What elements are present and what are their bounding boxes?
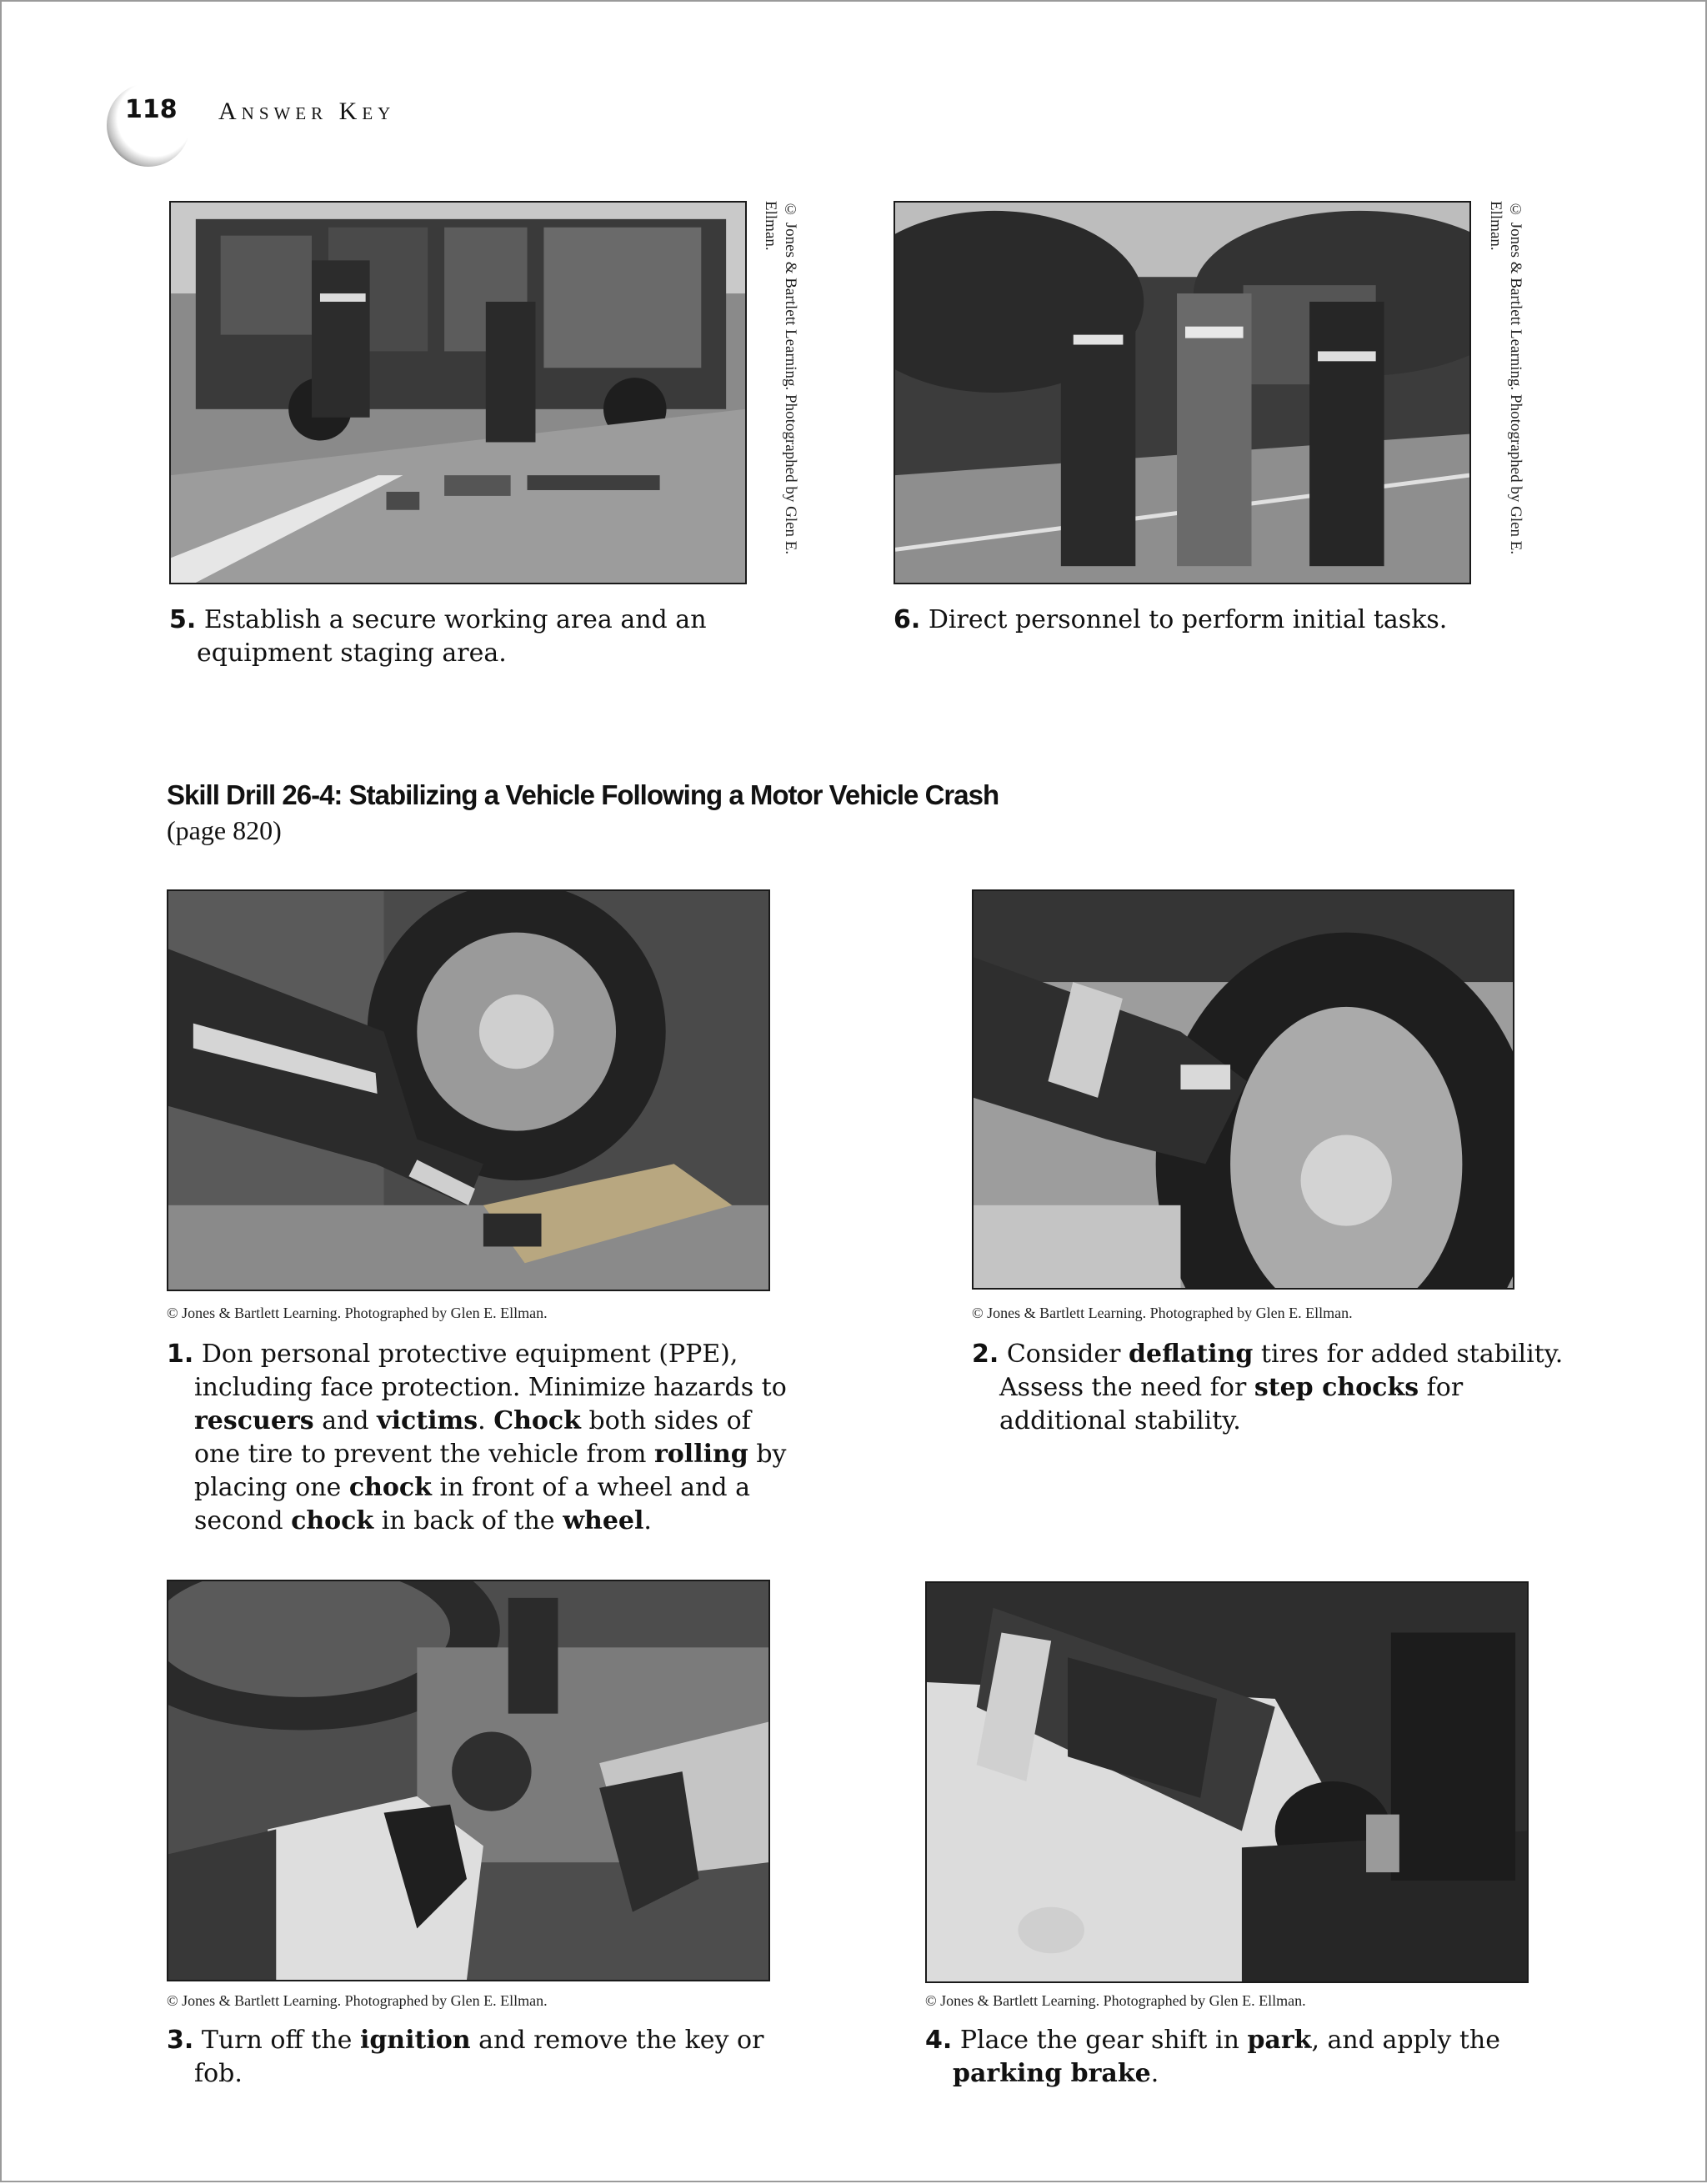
running-head: Answer Key bbox=[218, 98, 396, 125]
section-page-ref: (page 820) bbox=[167, 815, 282, 845]
bold-term: chock bbox=[348, 1473, 432, 1502]
text-run: Turn off the bbox=[201, 2026, 360, 2055]
step-6-body: Direct personnel to perform initial tasks. bbox=[928, 605, 1448, 634]
bold-term: step chocks bbox=[1254, 1373, 1419, 1402]
text-run: for additional stability. bbox=[999, 1373, 1464, 1435]
text-run: Place the gear shift in bbox=[959, 2026, 1248, 2055]
text-run: . bbox=[1150, 2059, 1159, 2088]
photo-credit-skill-step-4: © Jones & Bartlett Learning. Photographed by Glen E. Ellman. bbox=[925, 1992, 1306, 2009]
skill-step-1-text bbox=[167, 1338, 803, 1538]
skill-step-2-text bbox=[972, 1338, 1566, 1438]
skill-step-1-body bbox=[194, 1340, 787, 1535]
bold-term: deflating bbox=[1129, 1340, 1254, 1369]
photo-credit-skill-step-2: © Jones & Bartlett Learning. Photographed by Glen E. Ellman. bbox=[972, 1305, 1353, 1321]
step-5-body: Establish a secure working area and an equipment staging area. bbox=[197, 605, 707, 668]
photo-skill-step-3 bbox=[167, 1580, 770, 1981]
skill-step-2-body bbox=[999, 1340, 1563, 1435]
text-run: in back of the bbox=[373, 1506, 563, 1535]
step-6-text bbox=[894, 604, 1538, 637]
step-5-number: 5. bbox=[169, 605, 197, 634]
text-run: Consider bbox=[1006, 1340, 1129, 1369]
bold-term: park bbox=[1247, 2026, 1312, 2055]
skill-step-3-number: 3. bbox=[167, 2026, 194, 2055]
page-number: 118 bbox=[125, 95, 178, 124]
text-run: and remove the key or fob. bbox=[194, 2026, 764, 2088]
text-run: tires for added stability. Assess the need for bbox=[999, 1340, 1564, 1402]
bold-term: victims bbox=[377, 1406, 478, 1435]
bold-term: Chock bbox=[493, 1406, 581, 1435]
photo-step-5 bbox=[169, 201, 747, 584]
section-title: Skill Drill 26-4: Stabilizing a Vehicle Following a Motor Vehicle Crash bbox=[167, 779, 999, 810]
skill-step-4-text bbox=[925, 2024, 1569, 2091]
bold-term: rescuers bbox=[194, 1406, 314, 1435]
text-run: both sides of one tire to prevent the vehicle from bbox=[194, 1406, 751, 1469]
bold-term: wheel bbox=[563, 1506, 644, 1535]
photo-credit-skill-step-3: © Jones & Bartlett Learning. Photographed by Glen E. Ellman. bbox=[167, 1992, 548, 2009]
photo-skill-step-4 bbox=[925, 1581, 1529, 1983]
photo-credit-step-5: © Jones & Bartlett Learning. Photographed by Glen E. Ellman. bbox=[762, 201, 799, 555]
photo-skill-step-1 bbox=[167, 889, 770, 1291]
step-5-text bbox=[169, 604, 813, 670]
step-6-number: 6. bbox=[894, 605, 921, 634]
bold-term: ignition bbox=[359, 2026, 471, 2055]
photo-skill-step-2 bbox=[972, 889, 1514, 1290]
text-run: by placing one bbox=[194, 1440, 787, 1502]
text-run: and bbox=[313, 1406, 378, 1435]
photo-credit-step-6: © Jones & Bartlett Learning. Photographed by Glen E. Ellman. bbox=[1487, 201, 1524, 555]
skill-step-4-body bbox=[953, 2026, 1500, 2088]
bold-term: parking brake bbox=[953, 2059, 1151, 2088]
text-run: , and apply the bbox=[1311, 2026, 1500, 2055]
skill-step-4-number: 4. bbox=[925, 2026, 953, 2055]
bold-term: rolling bbox=[653, 1440, 748, 1469]
text-run: . bbox=[643, 1506, 652, 1535]
skill-step-3-body bbox=[194, 2026, 763, 2088]
text-run: in front of a wheel and a second bbox=[194, 1473, 750, 1535]
text-run: . bbox=[478, 1406, 494, 1435]
bold-term: chock bbox=[291, 1506, 374, 1535]
photo-credit-skill-step-1: © Jones & Bartlett Learning. Photographed by Glen E. Ellman. bbox=[167, 1305, 548, 1321]
text-run: Don personal protective equipment (PPE), including face protection. Minimize hazards to bbox=[194, 1340, 787, 1402]
skill-step-3-text bbox=[167, 2024, 811, 2091]
photo-step-6 bbox=[894, 201, 1471, 584]
skill-step-1-number: 1. bbox=[167, 1340, 194, 1369]
skill-step-2-number: 2. bbox=[972, 1340, 999, 1369]
